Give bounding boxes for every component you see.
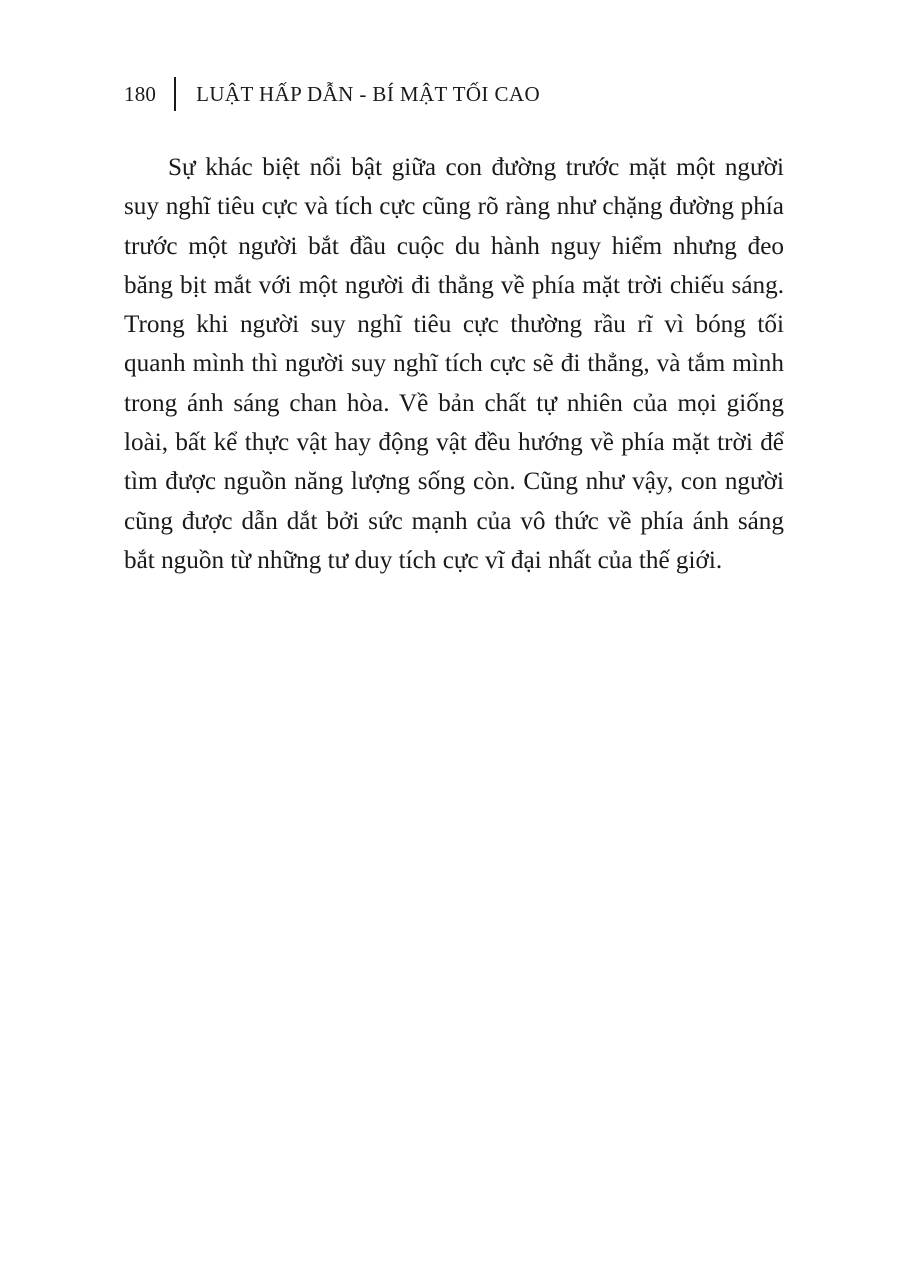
header-divider: [174, 77, 176, 111]
page-number: 180: [124, 81, 157, 106]
book-title: LUẬT HẤP DẪN - BÍ MẬT TỐI CAO: [196, 81, 541, 106]
body-paragraph: Sự khác biệt nổi bật giữa con đường trước mặt một người suy nghĩ tiêu cực và tích cực cũng rõ ràng như chặng đường phía trước một người bắt đầu cuộc du hành nguy hiểm nhưng đeo băng bịt mắt với một người đi thẳng về phía mặt trời chiếu sáng. Trong khi người suy nghĩ tiêu cực thường rầu rĩ vì bóng tối quanh mình thì người suy nghĩ tích cực sẽ đi thẳng, và tắm mình trong ánh sáng chan hòa. Về bản chất tự nhiên của mọi giống loài, bất kể thực vật hay động vật đều hướng về phía mặt trời để tìm được nguồn năng lượng sống còn. Cũng như vậy, con người cũng được dẫn dắt bởi sức mạnh của vô thức về phía ánh sáng bắt nguồn từ những tư duy tích cực vĩ đại nhất của thế giới.: [124, 154, 784, 574]
running-header: [124, 76, 540, 112]
